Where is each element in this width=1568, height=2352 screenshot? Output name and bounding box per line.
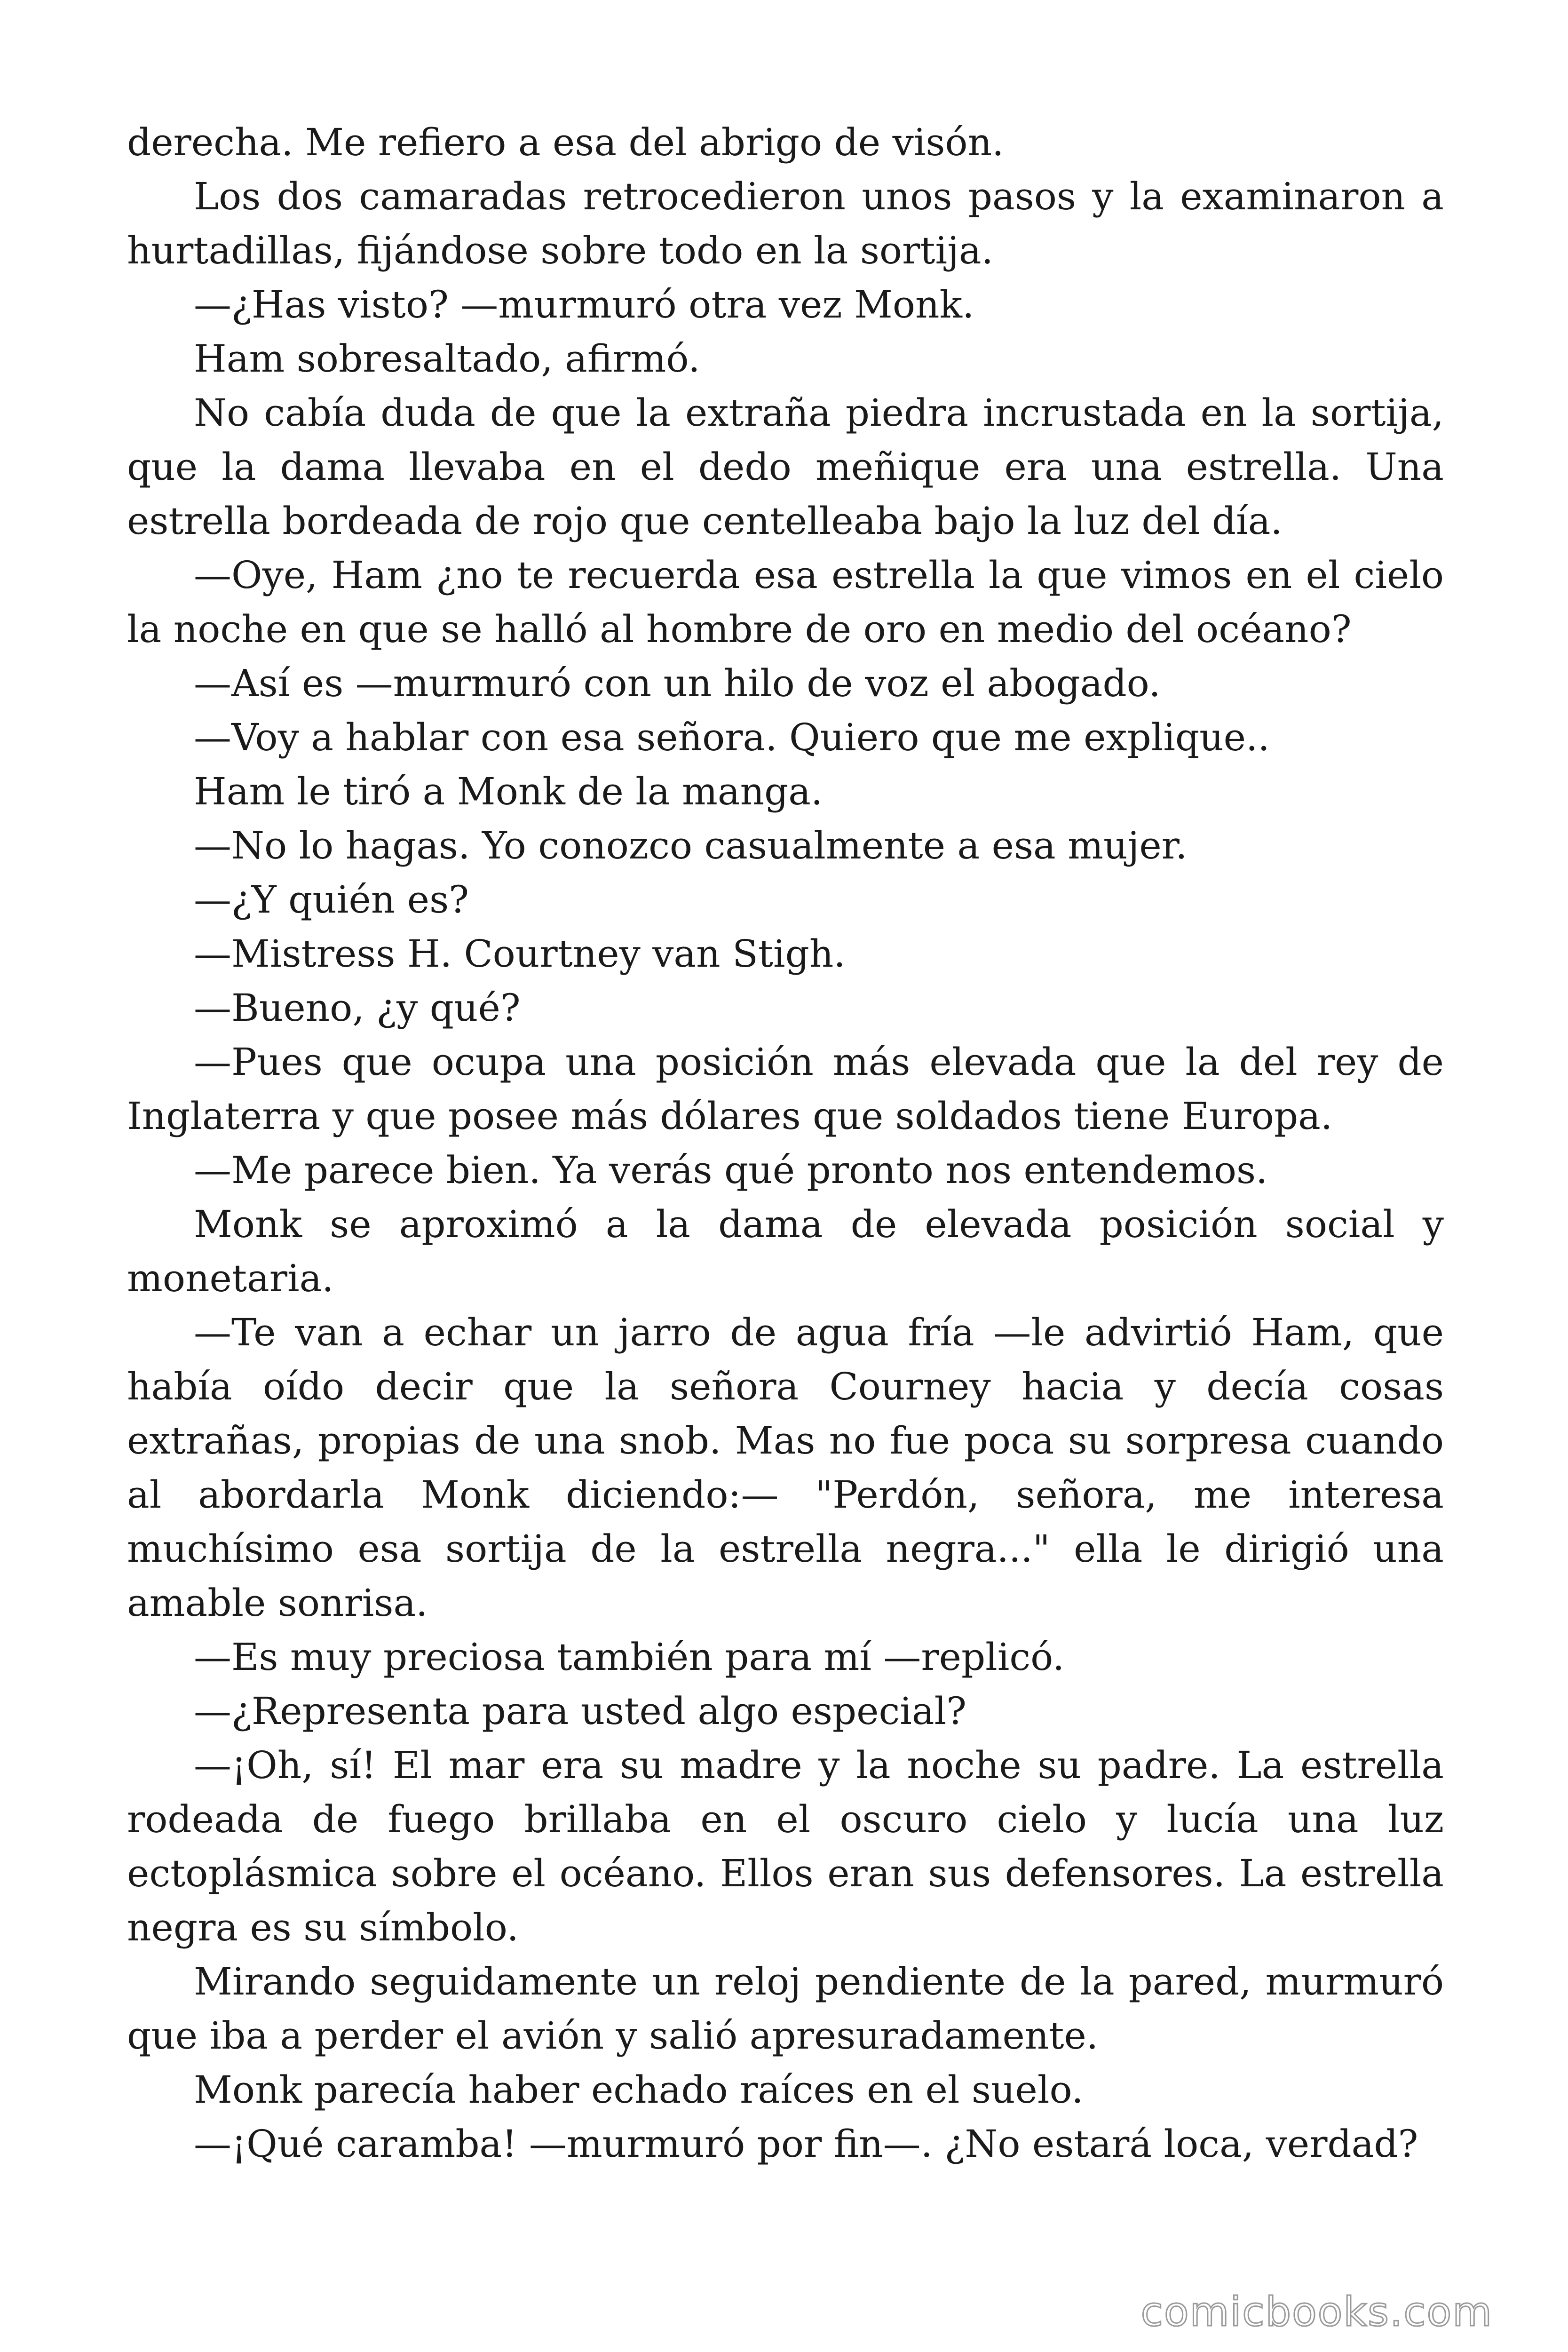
paragraph-6: —Oye, Ham ¿no te recuerda esa estrella la que vimos en el cielo la noche en que se halló al hombre de oro en medio del océano? [127,553,1444,651]
paragraph-18: —Es muy preciosa también para mí —replicó. [194,1635,1065,1679]
body-text [127,115,1444,2171]
paragraph-23: —¡Qué caramba! —murmuró por fin—. ¿No estará loca, verdad? [194,2122,1418,2166]
paragraph-21: Mirando seguidamente un reloj pendiente de la pared, murmuró que iba a perder el avión y salió apresuradamente. [127,1960,1444,2058]
paragraph-12: —Mistress H. Courtney van Stigh. [194,932,846,976]
paragraph-5: No cabía duda de que la extraña piedra incrustada en la sortija, que la dama llevaba en el dedo meñique era una estrella. Una estrella bordeada de rojo que centelleaba bajo la luz del día. [127,391,1444,543]
paragraph-2: Los dos camaradas retrocedieron unos pasos y la examinaron a hurtadillas, fijándose sobre todo en la sortija. [127,175,1444,272]
paragraph-13: —Bueno, ¿y qué? [194,986,521,1030]
paragraph-10: —No lo hagas. Yo conozco casualmente a esa mujer. [194,824,1188,867]
paragraph-3: —¿Has visto? —murmuró otra vez Monk. [194,283,974,326]
paragraph-7: —Así es —murmuró con un hilo de voz el abogado. [194,661,1161,705]
paragraph-11: —¿Y quién es? [194,878,469,922]
paragraph-22: Monk parecía haber echado raíces en el suelo. [194,2068,1084,2112]
paragraph-15: —Me parece bien. Ya verás qué pronto nos entendemos. [194,1148,1268,1192]
paragraph-17: —Te van a echar un jarro de agua fría —le advirtió Ham, que había oído decir que la señora Courney hacia y decía cosas extrañas, propias de una snob. Mas no fue poca su sorpresa cuando al abordarla Monk diciendo:— "Perdón, señora, me interesa muchísimo esa sortija de la estrella negra..." ella le dirigió una amable sonrisa. [127,1311,1444,1625]
paragraph-14: —Pues que ocupa una posición más elevada que la del rey de Inglaterra y que posee más dólares que soldados tiene Europa. [127,1040,1444,1138]
paragraph-4: Ham sobresaltado, afirmó. [194,337,700,381]
paragraph-20: —¡Oh, sí! El mar era su madre y la noche su padre. La estrella rodeada de fuego brillaba en el oscuro cielo y lucía una luz ectoplásmica sobre el océano. Ellos eran sus defensores. La estrella negra es su símbolo. [127,1743,1444,1949]
paragraph-9: Ham le tiró a Monk de la manga. [194,770,823,813]
paragraph-19: —¿Representa para usted algo especial? [194,1689,967,1733]
paragraph-8: —Voy a hablar con esa señora. Quiero que me explique.. [194,715,1270,759]
paragraph-16: Monk se aproximó a la dama de elevada posición social y monetaria. [127,1202,1444,1300]
paragraph-1: derecha. Me refiero a esa del abrigo de visón. [127,120,1004,164]
watermark-text: comicbooks.com [1140,2288,1493,2336]
